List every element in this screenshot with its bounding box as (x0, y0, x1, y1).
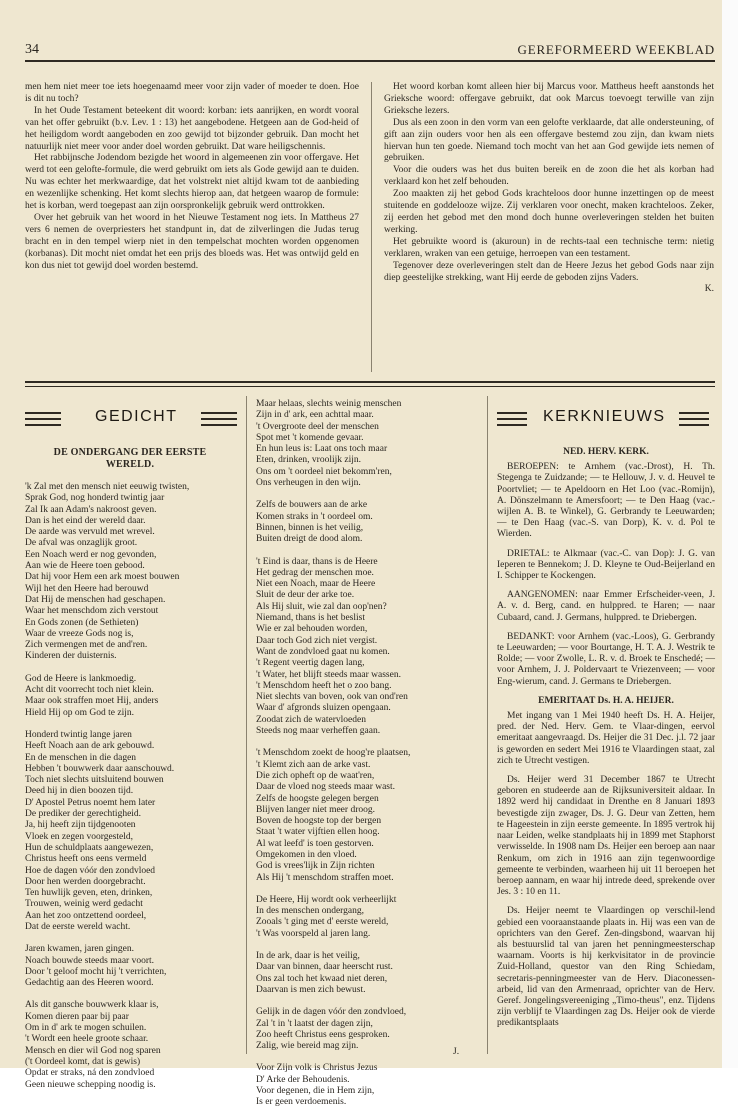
poem-stanza (25, 482, 240, 663)
poem-line: Sluit de deur der arke toe. (256, 590, 355, 601)
poem-line: Niet een Noach, maar de Heere (256, 579, 376, 590)
poem-line: Aan wie de Heere toen gebood. (25, 561, 145, 572)
poem-stanza (256, 399, 478, 489)
poem-line: De Heere, Hij wordt ook verheerlijkt (256, 894, 397, 905)
poem-line: Buiten dreigt de dood alom. (256, 534, 363, 545)
article-paragraph: Het gebruikte woord is (akuroun) in de rechts-taal een technische term: nietig verklaren, wraken van een getuige, herroepen van een testament. (384, 236, 714, 259)
poem-line: Eten, drinken, vroolijk zijn. (256, 455, 362, 466)
article-signature-row (384, 284, 714, 296)
column-divider (371, 82, 372, 372)
poem-line: 't Klemt zich aan de arke vast. (256, 759, 371, 770)
poem-line: Zoodat zich de watervloeden (256, 714, 366, 725)
poem-line: De aarde was vervuld met wrevel. (25, 527, 155, 538)
poem-line: Als dit gansche bouwwerk klaar is, (25, 1000, 159, 1011)
poem-line: Dat Hij de menschen had geschapen. (25, 594, 166, 605)
poem-line: Toch niet slechts uitsluitend bouwen (25, 775, 164, 786)
poem-line: Trouwen, weinig werd gedacht (25, 899, 143, 910)
poem-line: Daarvan is men zich bewust. (256, 984, 366, 995)
section-separator-thin (25, 386, 715, 387)
poem-line: Zalig, wie bereid mag zijn. (256, 1041, 359, 1052)
poem-line: Dat de eerste wereld wacht. (25, 921, 131, 932)
poem-line: Dat hij voor Hem een ark moest bouwen (25, 572, 180, 583)
poem-line: Deed hij in dien boozen tijd. (25, 786, 134, 797)
gedicht-header (25, 408, 237, 434)
poem-stanza (256, 748, 478, 884)
poem-line: Komen dieren paar bij paar (25, 1011, 129, 1022)
poem-line: Daar de vloed nog steeds maar wast. (256, 782, 396, 793)
journal-title: GEREFORMEERD WEEKBLAD (517, 42, 715, 57)
poem-line: Gedachtig aan des Heeren woord. (25, 978, 154, 989)
column-divider (246, 396, 247, 1054)
header-rule (25, 60, 715, 62)
poem-stanza (25, 1000, 240, 1090)
poem-line: Zoo heeft Christus eens gesproken. (256, 1029, 390, 1040)
poem-line: Spot met 't komende gevaar. (256, 432, 364, 443)
poem-line: 't Menschdom zoekt de hoog're plaatsen, (256, 748, 411, 759)
article-paragraph: Over het gebruik van het woord in het Nieuwe Testament nog iets. In Mattheus 27 vers 6 nemen de overpriesters het standpunt in, dat de zilverlingen die Judas terug bracht en in den tempel wierp niet in den tempelschat mochten worden opgenomen (korbanas). Dit mocht niet omdat het een prijs des bloeds was. Het was ontwijd geld en kon dus niet tot gewijd doel worden bestemd. (25, 212, 359, 271)
kerknieuws-header (497, 408, 715, 434)
poem-line: Ons zal toch het kwaad niet deren, (256, 973, 388, 984)
poem-line: Noach bouwde steeds maar voort. (25, 955, 155, 966)
poem-line: Acht dit voorrecht toch niet klein. (25, 685, 154, 696)
poem-stanza (256, 895, 478, 940)
poem-line: Hoe de dagen vóór den zondvloed (25, 865, 156, 876)
poem-column-2 (256, 399, 478, 1120)
poem-line: Aan het zoo ontzettend oordeel, (25, 910, 147, 921)
article-column-right (384, 82, 714, 296)
page-number: 34 (25, 42, 39, 57)
poem-line: Niet slechts van boven, ook van ond'ren (256, 692, 408, 703)
news-paragraph: Ds. Heijer werd 31 December 1867 te Utrecht geboren en studeerde aan de Rijksuniversiteit aldaar. In 1892 werd hij candidaat in Drenthe en 8 Januari 1893 bevestigde zijn zwager, Ds. J. G. Deur van Zetten, hem te Hageestein in zijn eerste gemeente. In 1895 vertrok hij naar Leiden, welke standplaats hij in 1899 met Staphorst verwisselde. In 1908 nam Ds. Heijer een beroep aan naar Renkum, om zich in 1916 aan zijn tegenwoordige gemeente te verbinden, waarheen hij uit 11 beroepen het beroep aannam, en waar hij intrede deed, sprekende over Jes. 3 : 10 en 11. (497, 775, 715, 898)
poem-stanza (256, 1063, 478, 1108)
article-column-left (25, 82, 359, 273)
section-separator (25, 381, 715, 383)
poem-line: Zich vermengen met de and'ren. (25, 640, 148, 651)
poem-line: Hield Hij op om God te zijn. (25, 707, 134, 718)
ornament-bars (25, 412, 61, 428)
page-edge (722, 0, 738, 1068)
poem-line: God de Heere is lankmoedig. (25, 673, 137, 684)
poem-line: De afval was onzaglijk groot. (25, 538, 138, 549)
poem-line: Maar ook straffen moet Hij, anders (25, 696, 159, 707)
poem-line: 't Was voorspeld al jaren lang. (256, 928, 371, 939)
poem-stanza (256, 557, 478, 738)
poem-line: Zal Ik aan Adam's nakroost geven. (25, 504, 157, 515)
poem-line: En Gods zonen (de Sethieten) (25, 617, 139, 628)
article-paragraph: Het woord korban komt alleen hier bij Marcus voor. Mattheus heeft aanstonds het Grieksche woord: offergave gebruikt, dat ook Marcus toevoegt terwille van zijn Grieksche lezers. (384, 82, 714, 116)
poem-line: Als Hij sluit, wie zal dan oop'nen? (256, 601, 387, 612)
poem-line: De prediker der gerechtigheid. (25, 809, 142, 820)
poem-title: DE ONDERGANG DER EERSTE WERELD. (53, 447, 207, 470)
poem-line: En de menschen in die dagen (25, 752, 137, 763)
poem-line: Daar van binnen, daar heerscht rust. (256, 962, 393, 973)
poem-line: Heeft Noach aan de ark gebouwd. (25, 741, 155, 752)
poem-line: 'k Zal met den mensch niet eeuwig twisten, (25, 482, 190, 492)
poem-stanza (256, 951, 478, 996)
news-paragraph: DRIETAL: te Alkmaar (vac.-C. van Dop): J. G. van Ieperen te Bennekom; J. D. Kleyne te Oud-Beijerland en I. Schipper te Kockengen. (497, 548, 715, 582)
poem-line: Staat 't water vijftien ellen hoog. (256, 827, 380, 838)
news-paragraph: BEROEPEN: te Arnhem (vac.-Drost), H. Th. Stegenga te Zuidzande; — te Hellouw, J. v. d. Heuvel te Poortvliet; — te Apeldoorn en Het Loo (vac.-Romijn), A. Dönszelmann te Amersfoort; — te Den Haag (vac.-wijlen A. B. te Winkel), G. Gerbrandy te Leeuwarden; — te Den Haag (vac.-S. van Dorp), K. v. d. Pol te Wierden. (497, 462, 715, 540)
poem-line: Kinderen der duisternis. (25, 651, 117, 662)
poem-line: Ons om 't oordeel niet bekomm'ren, (256, 466, 392, 477)
article-paragraph: Tegenover deze overleveringen stelt dan de Heere Jezus het gebod Gods naar zijn diep geestelijke strekking, want Hij eerde de geboden zijns Vaders. (384, 260, 714, 283)
poem-line: Omgekomen in den vloed. (256, 849, 357, 860)
ornament-bars (201, 412, 237, 428)
poem-line: Boven de hoogste top der bergen (256, 816, 382, 827)
poem-line: Zelfs de hoogste gelegen bergen (256, 793, 379, 804)
subheading: NED. HERV. KERK. (563, 447, 649, 457)
ornament-bars (497, 412, 527, 428)
article-paragraph: In het Oude Testament beteekent dit woord: korban: iets aanrijken, en wordt vooral van het offer gebruikt (b.v. Lev. 1 : 13) het aangebodene. Hetgeen aan de God-heid of het heiligdom wordt aangeboden en zoo gewijd tot bijzonder gebruik. Dan mocht het natuurlijk niet meer voor ander doel worden gebruikt. Dat ware heiligschennis. (25, 105, 359, 152)
article-paragraph: Dus als een zoon in den vorm van een gelofte verklaarde, dat alle ondersteuning, of gift aan zijn ouders voor hen als een offergave bestemd zou zijn, dan kwam niets hiervan hun ten goede. Niemand toch mocht van het aan God gewijde iets nemen of gebruiken. (384, 117, 714, 164)
poem-line: Door 't geloof mocht hij 't verrichten, (25, 966, 167, 977)
poem-line: Blijven langer niet meer droog. (256, 804, 375, 815)
poem-line: Wie er zal behouden worden, (256, 624, 368, 635)
poem-line: ('t Oordeel komt, dat is gewis) (25, 1056, 141, 1067)
poem-line: Niemand, thans is het beslist (256, 613, 365, 624)
poem-stanza (256, 1007, 478, 1052)
poem-line: 't Wordt een heele groote schaar. (25, 1034, 149, 1045)
article-paragraph: Voor die ouders was het dus buiten bereik en de zoon die het als korban had verklaard kon het zelf behouden. (384, 165, 714, 188)
poem-line: Ten huwlijk geven, eten, drinken, (25, 888, 153, 899)
poem-line: D' Apostel Petrus noemt hem later (25, 797, 156, 808)
poem-line: Sprak God, nog honderd twintig jaar (25, 493, 165, 504)
poem-line: Binnen, binnen is het veilig, (256, 522, 364, 533)
poem-stanza (256, 500, 478, 545)
poem-line: Gelijk in de dagen vóór den zondvloed, (256, 1007, 407, 1018)
poem-line: Zelfs de bouwers aan de arke (256, 500, 368, 511)
poem-line: Het gedrag der menschen moe. (256, 567, 374, 578)
poem-line: Om in d' ark te mogen schuilen. (25, 1023, 147, 1034)
emeritaat-heading: EMERITAAT Ds. H. A. HEIJER. (538, 695, 674, 706)
poem-line: Hebben 't bouwwerk daar aanschouwd. (25, 763, 175, 774)
poem-line: Daar toch God zich niet vergist. (256, 635, 378, 646)
poem-line: Steeds nog maar verheffen gaan. (256, 726, 381, 737)
poem-line: Honderd twintig lange jaren (25, 729, 132, 740)
poem-line: Is er geen verdoemenis. (256, 1097, 347, 1108)
poem-line: Zal 't in 't laatst der dagen zijn, (256, 1018, 373, 1029)
article-paragraph: Zoo maakten zij het gebod Gods krachteloos door hunne inzettingen op de meest stuitende en goddelooze wijze. Zij verklaren voor onecht, maken krachteloos. Zeker, zij eerden het gebod met den mond doch hunne overleveringen stelden het buiten werking. (384, 189, 714, 235)
poem-line: 't Menschdom heeft het o zoo bang. (256, 680, 392, 691)
news-paragraph: Ds. Heijer neemt te Vlaardingen op verschil-lend gebied een vooraanstaande plaats in. Hij was een van de oprichters van den Geref. Zen-dingsbond, waarvan hij als bestuurslid tal van jaren het penningmeesterschap waarnam. Voorts is hij kerkvisitator in de provincie Zuid-Holland, questor van den Ring Schiedam, secretaris-penningmeester van de Herv. Diaconessen-arbeid, lid van den Armenraad, oprichter van de Herv. Geref. Jongelingsvereeniging „Timo-theus", enz. Tijdens zijn verblijf te Vlaardingen zag Ds. Heijer ook de vierde predikantsplaats (497, 906, 715, 1029)
section-title: KERKNIEUWS (543, 408, 666, 425)
poem-line: Mensch en dier wil God nog sparen (25, 1045, 161, 1056)
poem-line: Door hen werden doorgebracht. (25, 876, 146, 887)
poem-line: Waar het menschdom zich verstout (25, 606, 159, 617)
poem-stanza (25, 944, 240, 989)
poem-line: Maar helaas, slechts weinig menschen (256, 399, 402, 409)
column-divider (487, 396, 488, 1054)
poem-line: Een Noach werd er nog gevonden, (25, 549, 157, 560)
poem-line: 't Eind is daar, thans is de Heere (256, 556, 378, 567)
poem-line: Zijn in d' ark, een achttal maar. (256, 410, 374, 421)
section-title: GEDICHT (95, 408, 178, 425)
kerknieuws-column (497, 447, 715, 1030)
poem-line: Waar d' afgronds sluizen opengaan. (256, 703, 391, 714)
poem-column-1 (25, 482, 240, 1102)
article-signature: K. (704, 284, 714, 295)
poem-line: 't Water, het blijft steeds maar wassen. (256, 669, 401, 680)
poem-line: Ons verheugen in den wijn. (256, 478, 361, 489)
poem-line: Jaren kwamen, jaren gingen. (25, 944, 134, 955)
poem-stanza (25, 674, 240, 719)
poem-line: Geen nieuwe schepping noodig is. (25, 1079, 156, 1090)
ornament-bars (679, 412, 709, 428)
poem-line: D' Arke der Behoudenis. (256, 1074, 350, 1085)
poem-line: Voor degenen, die in Hem zijn, (256, 1086, 375, 1097)
poem-line: Ja, hij heeft zijn tijdgenooten (25, 820, 136, 831)
poem-line: In des menschen ondergang, (256, 906, 364, 917)
news-paragraph: BEDANKT: voor Arnhem (vac.-Loos), G. Gerbrandy te Leeuwarden; — voor Bourtange, H. T. A. J. Westrik te Rolde; — voor Zwolle, L. R. v. d. Broek te Enschedé; — voor Arnhem, J. J. Poldervaart te Vriezenveen; — voor Eng-wierum, cand. J. Germans te Driebergen. (497, 631, 715, 687)
news-paragraph: Met ingang van 1 Mei 1940 heeft Ds. H. A. Heijer, pred. der Ned. Herv. Gem. te Vlaar-dingen, eervol emeritaat aangevraagd. Ds. Heijer die 31 Dec. j.l. 72 jaar is geworden en sedert Mei 1916 te Vlaardingen staat, zal zich te Utrecht vestigen. (497, 711, 715, 766)
poem-line: Dan is het eind der wereld daar. (25, 515, 146, 526)
poem-line: Voor Zijn volk is Christus Jezus (256, 1063, 378, 1074)
article-paragraph: Het rabbijnsche Jodendom bezigde het woord in algemeenen zin voor offergave. Het werd tot een gelofte-formule, die werd gebruikt om iets als Gode gewijd aan te duiden. Nu was echter het merkwaardige, dat het volstrekt niet altijd kwam tot de aanbieding en wezenlijke schenking. Het komt slechts hierop aan, dat hetgeen waarop de formule: het is korban, werd toegepast aan zijn oorspronkelijk gebruik werd onttrokken. (25, 153, 359, 212)
poem-line: In de ark, daar is het veilig, (256, 951, 360, 962)
poem-line: Als Hij 't menschdom straffen moet. (256, 872, 394, 883)
poem-line: Zooals 't ging met d' eerste wereld, (256, 917, 389, 928)
poem-line: Vloek en zegen voorgesteld, (25, 831, 133, 842)
poem-line: Opdat er straks, ná den zondvloed (25, 1068, 155, 1079)
article-paragraph: men hem niet meer toe iets hoegenaamd meer voor zijn vader of moeder te doen. Hoe is dit nu toch? (25, 82, 359, 104)
poem-line: 't Overgroote deel der menschen (256, 421, 379, 432)
poem-line: 't Regent veertig dagen lang, (256, 658, 365, 669)
poem-line: Komen straks in 't oordeel om. (256, 511, 373, 522)
poem-line: Christus heeft ons eens vermeld (25, 854, 147, 865)
poem-line: En hun leus is: Laat ons toch maar (256, 444, 388, 455)
poem-stanza (25, 730, 240, 933)
poem-signature: J. (453, 1047, 460, 1057)
poem-line: Want de zondvloed gaat nu komen. (256, 646, 390, 657)
poem-line: Waar de vreeze Gods nog is, (25, 628, 134, 639)
poem-line: Al wat leefd' is toen gestorven. (256, 838, 374, 849)
poem-line: God is vrees'lijk in Zijn richten (256, 861, 375, 872)
poem-line: Wijl het den Heere had berouwd (25, 583, 149, 594)
poem-line: Die zich opheft op de waat'ren, (256, 770, 375, 781)
poem-line: Hun de schuldplaats aangewezen, (25, 842, 154, 853)
news-paragraph: AANGENOMEN: naar Emmer Erfscheider-veen, J. A. v. d. Berg, cand. en hulppred. te Haren; — naar Cubaard, cand. J. Germans, hulppred. te Driebergen. (497, 590, 715, 623)
